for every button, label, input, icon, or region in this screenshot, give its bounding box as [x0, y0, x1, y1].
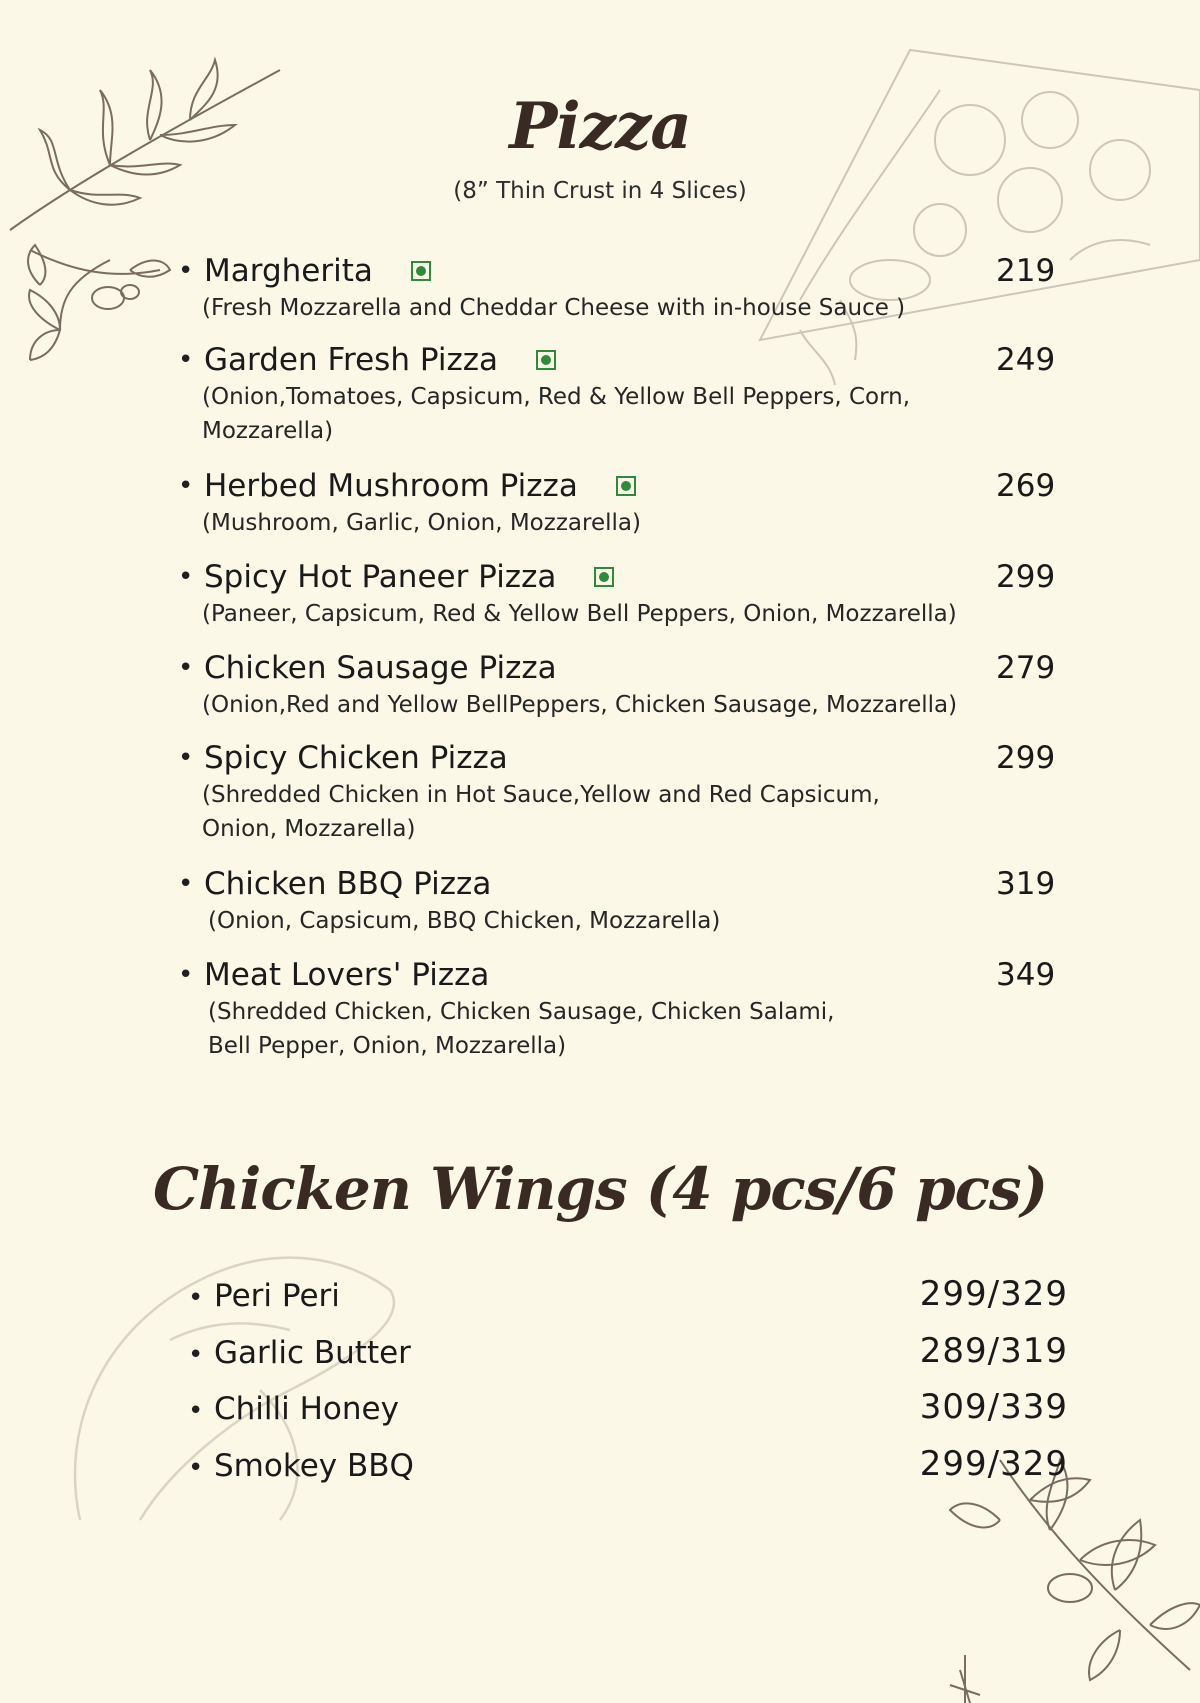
item-price: 299/329 [919, 1274, 1068, 1314]
bullet: • [188, 1283, 204, 1313]
item-name: Chilli Honey [214, 1391, 399, 1427]
menu-item-garden-fresh-pizza [178, 340, 1078, 448]
veg-mark-icon [594, 567, 614, 587]
veg-mark-icon [411, 261, 431, 281]
menu-item-chicken-sausage-pizza [178, 648, 1078, 722]
item-price: 319 [996, 866, 1056, 902]
item-description: (Shredded Chicken, Chicken Sausage, Chicken Salami, Bell Pepper, Onion, Mozzarella) [208, 999, 835, 1059]
veg-mark-icon [616, 476, 636, 496]
item-price: 299/329 [919, 1444, 1068, 1484]
item-name: Spicy Chicken Pizza [204, 740, 508, 776]
item-price: 269 [996, 468, 1056, 504]
wing-item-peri-peri [188, 1274, 1068, 1322]
bullet: • [178, 471, 194, 501]
bullet: • [178, 562, 194, 592]
item-price: 279 [996, 650, 1056, 686]
bullet: • [178, 345, 194, 375]
pizza-section-subtitle: (8” Thin Crust in 4 Slices) [453, 178, 747, 204]
item-name: Chicken Sausage Pizza [204, 650, 557, 686]
item-name: Chicken BBQ Pizza [204, 866, 492, 902]
menu-item-spicy-hot-paneer-pizza [178, 557, 1078, 631]
item-price: 299 [996, 740, 1056, 776]
item-price: 299 [996, 559, 1056, 595]
veg-mark-icon [536, 350, 556, 370]
menu-item-herbed-mushroom-pizza [178, 466, 1078, 540]
item-price: 349 [996, 957, 1056, 993]
bullet: • [188, 1340, 204, 1370]
wing-item-smokey-bbq [188, 1444, 1068, 1492]
wings-section-title: Chicken Wings (4 pcs/6 pcs) [152, 1155, 1048, 1223]
item-description: (Fresh Mozzarella and Cheddar Cheese with in-house Sauce ) [202, 295, 906, 321]
item-name: Garlic Butter [214, 1335, 411, 1371]
bullet: • [178, 653, 194, 683]
bullet: • [188, 1453, 204, 1483]
item-price: 219 [996, 253, 1056, 289]
item-name: Smokey BBQ [214, 1448, 414, 1484]
item-description: (Paneer, Capsicum, Red & Yellow Bell Peppers, Onion, Mozzarella) [202, 601, 957, 627]
bullet: • [178, 960, 194, 990]
item-name: Peri Peri [214, 1278, 340, 1314]
item-name: Meat Lovers' Pizza [204, 957, 490, 993]
item-name: Margherita [204, 253, 373, 289]
pizza-section-title: Pizza [509, 89, 691, 164]
pizza-sketch-icon [740, 30, 1200, 390]
menu-item-chicken-bbq-pizza [178, 864, 1078, 938]
item-name: Garden Fresh Pizza [204, 342, 499, 378]
item-price: 289/319 [919, 1331, 1068, 1371]
wing-item-chilli-honey [188, 1387, 1068, 1435]
bullet: • [188, 1396, 204, 1426]
bullet: • [178, 743, 194, 773]
menu-item-meat-lovers-pizza [178, 955, 1078, 1063]
item-name: Spicy Hot Paneer Pizza [204, 559, 557, 595]
menu-item-margherita [178, 251, 1078, 325]
item-price: 249 [996, 342, 1056, 378]
item-description: (Onion,Red and Yellow BellPeppers, Chicken Sausage, Mozzarella) [202, 692, 958, 718]
item-price: 309/339 [919, 1387, 1068, 1427]
item-description: (Onion,Tomatoes, Capsicum, Red & Yellow Bell Peppers, Corn, Mozzarella) [202, 384, 911, 444]
item-name: Herbed Mushroom Pizza [204, 468, 578, 504]
wing-item-garlic-butter [188, 1331, 1068, 1379]
bullet: • [178, 869, 194, 899]
item-description: (Shredded Chicken in Hot Sauce,Yellow and Red Capsicum, Onion, Mozzarella) [202, 782, 880, 842]
bullet: • [178, 256, 194, 286]
item-description: (Onion, Capsicum, BBQ Chicken, Mozzarella) [208, 908, 721, 934]
menu-item-spicy-chicken-pizza [178, 738, 1078, 846]
item-description: (Mushroom, Garlic, Onion, Mozzarella) [202, 510, 641, 536]
